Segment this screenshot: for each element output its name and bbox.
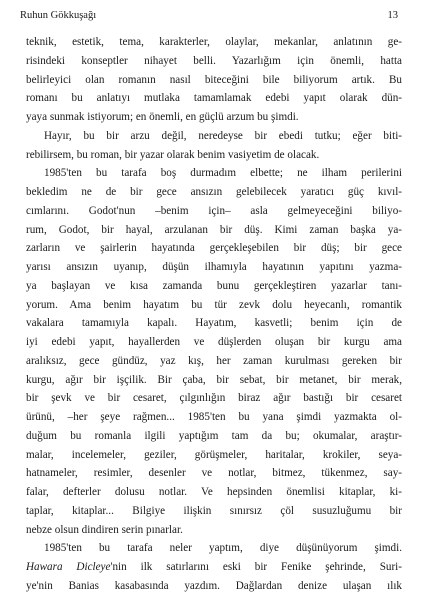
running-title: Ruhun Gökkuşağı xyxy=(20,10,97,21)
text-line: falar, defterler dolusu notlar. Ve hepsinden önemlisi kitaplar, ki- xyxy=(26,486,402,498)
text-line: hatnameler, resimler, desenler ve notlar, bitmez, tükenmez, say- xyxy=(26,467,402,480)
text-line: ya başlayan ve kısa zamanda bunu gerçekleştiren yazarlar tanı- xyxy=(26,279,402,292)
text-line-rest: 'nin ilk satırlarını eski bir Fenike şehrinde, Suri- xyxy=(110,561,402,573)
text-line: risindeki konseptler nihayet belli. Yazarlığım için önemli, hatta xyxy=(26,54,402,67)
text-line: rebilirsem, bu roman, bir yazar olarak benim vasiyetim de olacak. xyxy=(26,148,320,161)
text-line: belirleyici olan romanın nasıl biteceğini bile biliyorum artık. Bu xyxy=(26,73,402,86)
text-line: 1985'ten bu tarafa boş durmadım elbette; ne ilham perilerini xyxy=(44,167,402,180)
text-line: rum, Godot, bir hayal, arzulanan bir düş. Kimi zaman başka ya- xyxy=(26,223,402,236)
text-line: bekledim ne de bir gece ansızın gelebilecek yaratıcı güç kıvıl- xyxy=(26,186,402,198)
page-number: 13 xyxy=(387,10,398,21)
text-line: 1985'ten bu tarafa neler yaptım, diye düşünüyorum şimdi. xyxy=(44,542,402,555)
text-line: yarısı ansızın uyanıp, düşün ilhamıyla hayatının yapıtını yazma- xyxy=(26,261,402,273)
text-line: romanı bu anlatıyı mutlaka tamamlamak edebi yapıt olarak dün- xyxy=(26,92,402,105)
text-line: duğum bu romanla ilgili yaptığım tam da bu; okumalar, araştır- xyxy=(26,429,402,442)
text-line: yorum. Ama benim hayatım bu tür zevk dolu heyecanlı, romantik xyxy=(26,298,402,311)
text-line: aralıksız, gece gündüz, yaz kış, her zaman kurulması gereken bir xyxy=(26,354,402,367)
text-line xyxy=(26,558,402,577)
text-line: malar, incelemeler, geziler, görüşmeler, haritalar, krokiler, seya- xyxy=(26,448,402,461)
book-title-italic: Hawara Dicleye xyxy=(26,561,111,573)
text-line: nebze olsun dindiren serin pınarlar. xyxy=(26,523,183,536)
running-header xyxy=(20,10,404,24)
text-line: taplar, kitaplar... Bilgiye ilişkin sınırsız çöl susuzluğumu bir xyxy=(26,504,402,517)
text-line: yaya sunmak istiyorum; en önemli, en güçlü arzum bu şimdi. xyxy=(26,111,299,123)
text-line: iyi edebi yapıt, hayallerden ve düşlerden oluşan bir kurgu ama xyxy=(26,336,402,348)
text-line: ye'nin Banias kasabasında yazdım. Dağlardan denize ulaşan ılık xyxy=(26,579,402,592)
text-line: ürünü, –her şeye rağmen... 1985'ten bu yana şimdi yazmakta ol- xyxy=(26,411,402,423)
text-line: zarların ve şairlerin hayatında gerçekleşebilen bir düş; bir gece xyxy=(26,242,402,255)
text-line: cımlarını. Godot'nun –benim için– asla gelmeyeceğini biliyo- xyxy=(26,204,402,217)
text-line: bir şevk ve bir cesaret, çılgınlığın biraz ağır bastığı bir cesaret xyxy=(26,392,402,405)
text-line: vakalara tamamıyla kapalı. Hayatım, kasvetli; benim için de xyxy=(26,317,402,330)
text-line: teknik, estetik, tema, karakterler, olaylar, mekanlar, anlatının ge- xyxy=(26,36,402,48)
text-line: Hayır, bu bir arzu değil, neredeyse bir ebedi tutku; eğer biti- xyxy=(44,129,402,142)
text-line: kurgu, ağır bir işçilik. Bir çaba, bir sebat, bir metanet, bir merak, xyxy=(26,373,402,386)
body-text xyxy=(26,33,402,596)
